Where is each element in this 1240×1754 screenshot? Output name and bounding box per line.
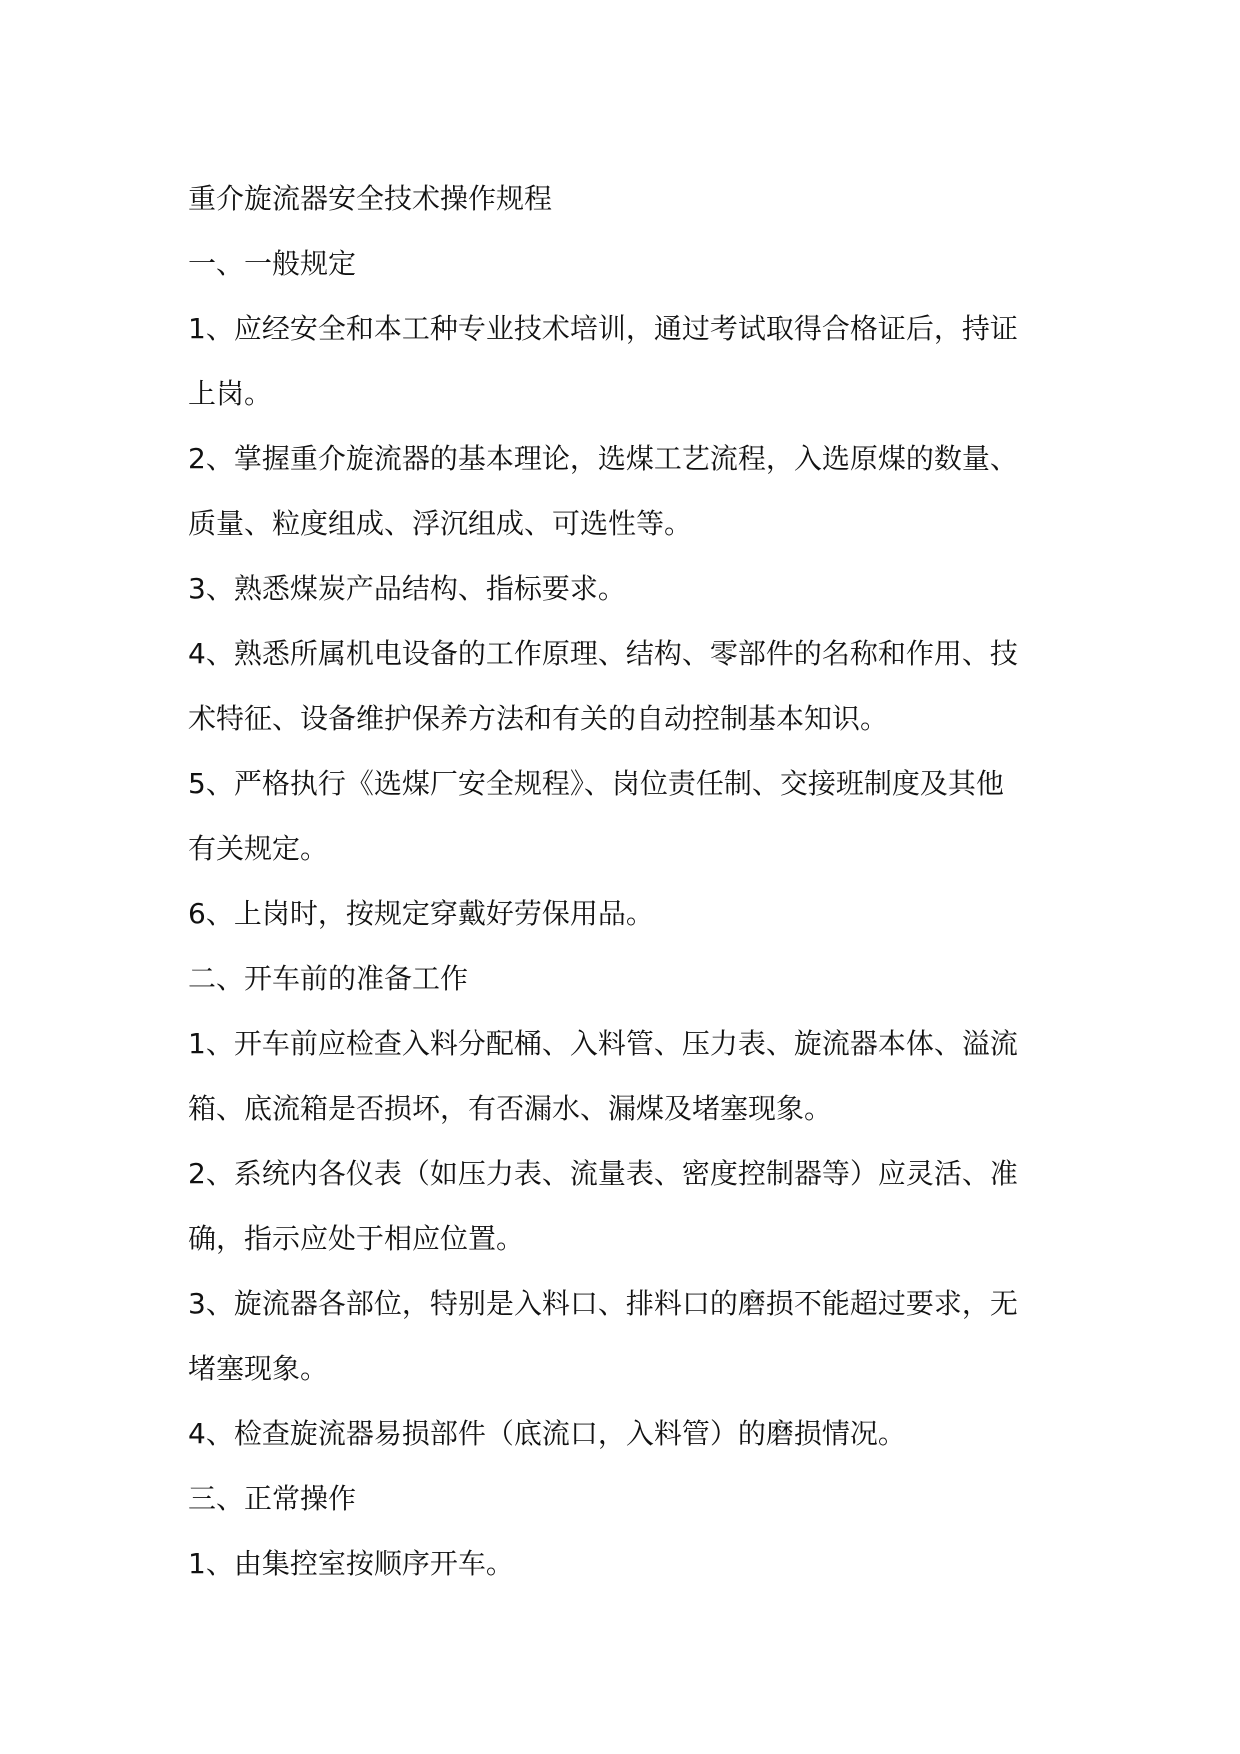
paragraph-line: 上岗。	[188, 377, 273, 410]
paragraph-line: 术特征、设备维护保养方法和有关的自动控制基本知识。	[188, 702, 889, 735]
paragraph-line: 6、上岗时，按规定穿戴好劳保用品。	[188, 897, 654, 930]
section-heading-normal-operation: 三、正常操作	[188, 1482, 357, 1515]
paragraph-line: 箱、底流箱是否损坏，有否漏水、漏煤及堵塞现象。	[188, 1092, 833, 1125]
paragraph-line: 2、掌握重介旋流器的基本理论，选煤工艺流程，入选原煤的数量、	[188, 442, 1018, 475]
paragraph-line: 3、熟悉煤炭产品结构、指标要求。	[188, 572, 626, 605]
paragraph-line: 5、严格执行《选煤厂安全规程》、岗位责任制、交接班制度及其他	[188, 767, 1004, 800]
paragraph-line: 4、熟悉所属机电设备的工作原理、结构、零部件的名称和作用、技	[188, 637, 1018, 670]
paragraph-line: 堵塞现象。	[188, 1352, 329, 1385]
paragraph-line: 有关规定。	[188, 832, 329, 865]
document-title: 重介旋流器安全技术操作规程	[188, 182, 553, 215]
section-heading-preparation: 二、开车前的准备工作	[188, 962, 469, 995]
paragraph-line: 3、旋流器各部位，特别是入料口、排料口的磨损不能超过要求，无	[188, 1287, 1018, 1320]
document-page	[188, 166, 1064, 1596]
paragraph-line: 1、开车前应检查入料分配桶、入料管、压力表、旋流器本体、溢流	[188, 1027, 1018, 1060]
section-heading-general: 一、一般规定	[188, 247, 357, 280]
paragraph-line: 1、由集控室按顺序开车。	[188, 1547, 514, 1580]
paragraph-line: 2、系统内各仪表（如压力表、流量表、密度控制器等）应灵活、准	[188, 1157, 1018, 1190]
paragraph-line: 质量、粒度组成、浮沉组成、可选性等。	[188, 507, 693, 540]
paragraph-line: 1、应经安全和本工种专业技术培训，通过考试取得合格证后，持证	[188, 312, 1018, 345]
paragraph-line: 4、检查旋流器易损部件（底流口，入料管）的磨损情况。	[188, 1417, 906, 1450]
paragraph-line: 确，指示应处于相应位置。	[188, 1222, 525, 1255]
